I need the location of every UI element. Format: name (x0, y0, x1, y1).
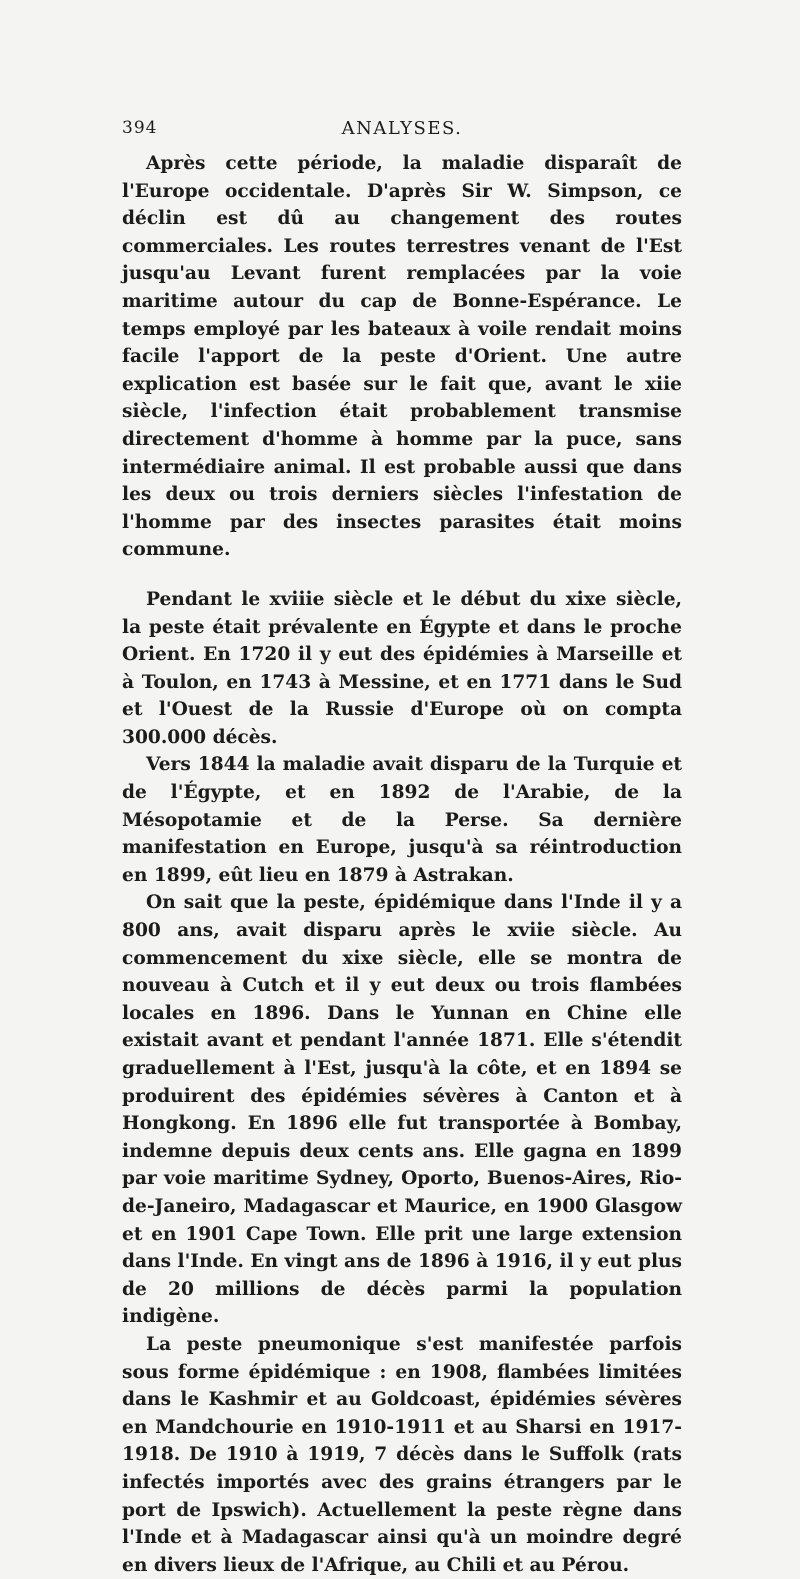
page-header (122, 118, 682, 138)
page-number: 394 (122, 118, 158, 138)
paragraph-pneumonic: La peste pneumonique s'est manifestée parfois sous forme épidémique : en 1908, flambées limitées dans le Kashmir et au Goldcoast, épidémies sévères en Mandchourie en 1910-1911 et au Sharsi en 1917-1918. De 1910 à 1919, 7 décès dans le Suffolk (rats infectés importés avec des grains étrangers par le port de Ipswich). Actuellement la peste règne dans l'Inde et à Madagascar ainsi qu'à un moindre degré en divers lieux de l'Afrique, au Chili et au Pérou. (122, 1333, 682, 1576)
body-text (122, 150, 682, 1579)
paragraph-india-china: On sait que la peste, épidémique dans l'Inde il y a 800 ans, avait disparu après le xviie siècle. Au commencement du xixe siècle, elle se montra de nouveau à Cutch et il y eut deux ou trois flambées locales en 1896. Dans le Yunnan en Chine elle existait avant et pendant l'année 1871. Elle s'étendit graduellement à l'Est, jusqu'à la côte, et en 1894 se produirent des épidémies sévères à Canton et à Hongkong. En 1896 elle fut transportée à Bombay, indemne depuis deux cents ans. Elle gagna en 1899 par voie maritime Sydney, Oporto, Buenos-Aires, Rio-de-Janeiro, Madagascar et Maurice, en 1900 Glasgow et en 1901 Cape Town. Elle prit une large extension dans l'Inde. En vingt ans de 1896 à 1916, il y eut plus de 20 millions de décès parmi la population indigène. (122, 892, 682, 1328)
running-title: ANALYSES. (341, 118, 463, 139)
paragraph-disappearance: Vers 1844 la maladie avait disparu de la Turquie et de l'Égypte, et en 1892 de l'Arabie, de la Mésopotamie et de la Perse. Sa dernière manifestation en Europe, jusqu'à sa réintroduction en 1899, eût lieu en 1879 à Astrakan. (122, 754, 682, 886)
paragraph-decline: Après cette période, la maladie disparaît de l'Europe occidentale. D'après Sir W. Simpson, ce déclin est dû au changement des routes commerciales. Les routes terrestres venant de l'Est jusqu'au Levant furent remplacées par la voie maritime autour du cap de Bonne-Espérance. Le temps employé par les bateaux à voile rendait moins facile l'apport de la peste d'Orient. Une autre explication est basée sur le fait que, avant le xiie siècle, l'infection était probablement transmise directement d'homme à homme par la puce, sans intermédiaire animal. Il est probable aussi que dans les deux ou trois derniers siècles l'infestation de l'homme par des insectes parasites était moins commune. (122, 153, 682, 561)
paragraph-eighteenth-century: Pendant le xviiie siècle et le début du xixe siècle, la peste était prévalente en Égypte et dans le proche Orient. En 1720 il y eut des épidémies à Marseille et à Toulon, en 1743 à Messine, et en 1771 dans le Sud et l'Ouest de la Russie d'Europe où on compta 300.000 décès. (122, 588, 682, 748)
